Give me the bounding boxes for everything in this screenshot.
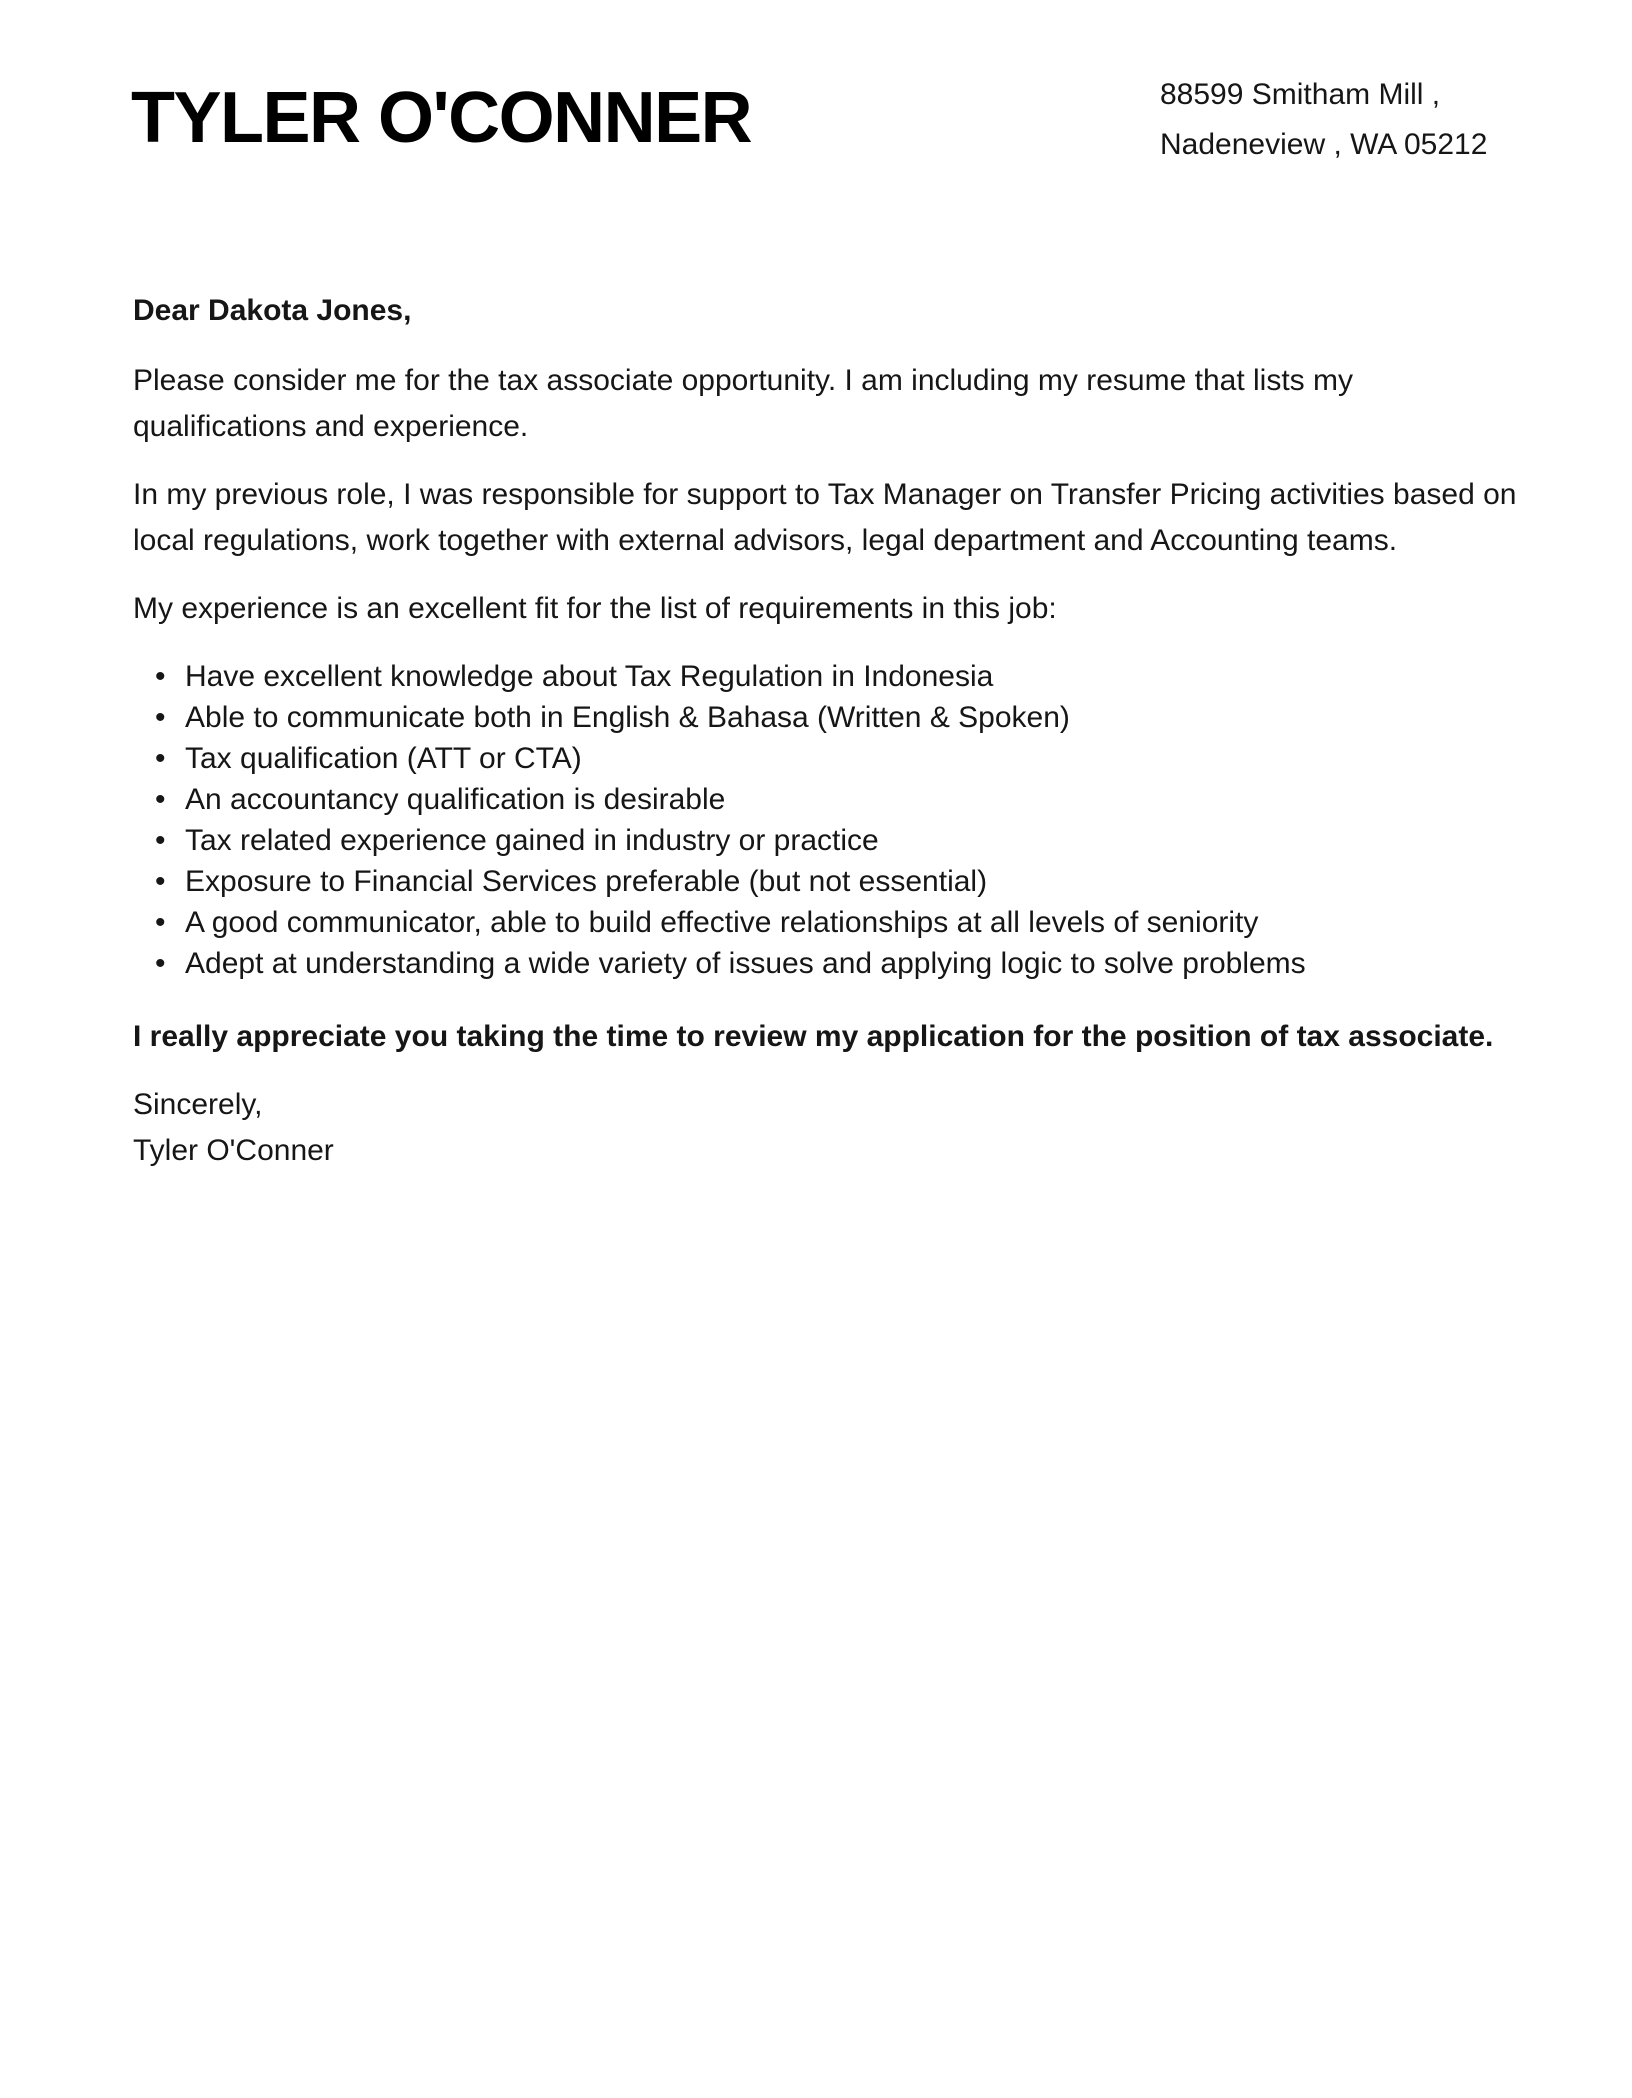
previous-role-paragraph: In my previous role, I was responsible for support to Tax Manager on Transfer Pricing activities based on local regulations, work together with external advisors, legal department and Accounting teams. [133,478,1517,557]
address-line-1: 88599 Smitham Mill , [1160,78,1441,111]
signature: Tyler O'Conner [133,1134,334,1167]
list-item: • Adept at understanding a wide variety of issues and applying logic to solve problems [185,943,1518,984]
list-item: • Tax related experience gained in industry or practice [185,820,1518,861]
list-item: • Exposure to Financial Services preferable (but not essential) [185,861,1518,902]
address-line-2: Nadeneview , WA 05212 [1160,128,1488,161]
requirements-list [133,656,1518,984]
list-item: • Have excellent knowledge about Tax Regulation in Indonesia [185,656,1518,697]
list-item: • An accountancy qualification is desirable [185,779,1518,820]
salutation: Dear Dakota Jones, [133,294,412,327]
intro-paragraph: Please consider me for the tax associate opportunity. I am including my resume that lists my qualifications and experience. [133,364,1353,443]
fit-paragraph: My experience is an excellent fit for the list of requirements in this job: [133,592,1057,625]
sender-address [1160,70,1487,170]
list-item: • A good communicator, able to build effective relationships at all levels of seniority [185,902,1518,943]
list-item: • Tax qualification (ATT or CTA) [185,738,1518,779]
letter-body [133,288,1518,1196]
signoff-block [133,1082,1518,1174]
page-title: TYLER O'CONNER [131,78,752,158]
closing-paragraph: I really appreciate you taking the time to review my application for the position of tax associate. [133,1020,1494,1053]
signoff: Sincerely, [133,1088,263,1121]
list-item: • Able to communicate both in English & Bahasa (Written & Spoken) [185,697,1518,738]
